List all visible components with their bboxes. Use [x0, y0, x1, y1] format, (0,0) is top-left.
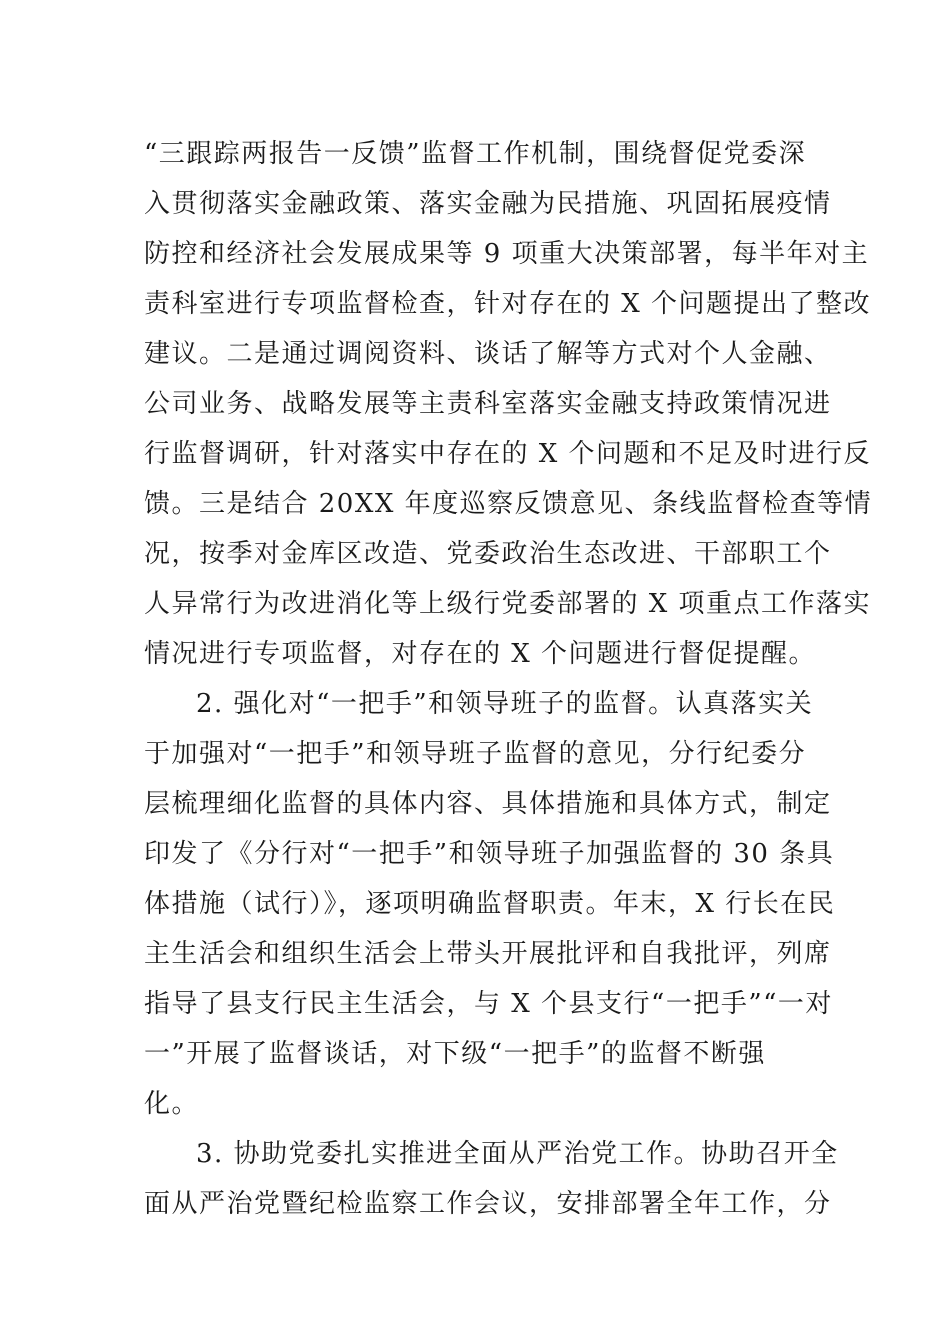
text-line-17: 主生活会和组织生活会上带头开展批评和自我批评，列席	[144, 939, 832, 969]
paragraph-3-heading-line: 3. 协助党委扎实推进全面从严治党工作。协助召开全	[196, 1139, 839, 1169]
text-line-6: 公司业务、战略发展等主责科室落实金融支持政策情况进	[144, 389, 832, 419]
text-line-9: 况，按季对金库区改造、党委政治生态改进、干部职工个	[144, 539, 832, 569]
text-line-7: 行监督调研，针对落实中存在的 X 个问题和不足及时进行反	[144, 439, 872, 469]
text-line-4: 责科室进行专项监督检查，针对存在的 X 个问题提出了整改	[144, 289, 872, 319]
text-line-13: 于加强对“一把手”和领导班子监督的意见，分行纪委分	[144, 739, 807, 769]
text-line-1: “三跟踪两报告一反馈”监督工作机制，围绕督促党委深	[144, 139, 807, 169]
paragraph-2-heading-line: 2. 强化对“一把手”和领导班子的监督。认真落实关	[196, 689, 814, 719]
text-line-16: 体措施（试行）》，逐项明确监督职责。年末，X 行长在民	[144, 889, 836, 919]
text-line-8: 馈。三是结合 20XX 年度巡察反馈意见、条线监督检查等情	[144, 489, 873, 519]
text-line-14: 层梳理细化监督的具体内容、具体措施和具体方式，制定	[144, 789, 832, 819]
text-line-22: 面从严治党暨纪检监察工作会议，安排部署全年工作，分	[144, 1189, 832, 1219]
text-line-10: 人异常行为改进消化等上级行党委部署的 X 项重点工作落实	[144, 589, 872, 619]
text-line-5: 建议。二是通过调阅资料、谈话了解等方式对个人金融、	[144, 339, 832, 369]
text-line-3: 防控和经济社会发展成果等 9 项重大决策部署，每半年对主	[144, 239, 870, 269]
text-line-20: 化。	[144, 1089, 200, 1119]
text-line-2: 入贯彻落实金融政策、落实金融为民措施、巩固拓展疫情	[144, 189, 832, 219]
text-line-11: 情况进行专项监督，对存在的 X 个问题进行督促提醒。	[144, 639, 817, 669]
text-line-19: 一”开展了监督谈话，对下级“一把手”的监督不断强	[144, 1039, 766, 1069]
text-line-18: 指导了县支行民主生活会，与 X 个县支行“一把手”“一对	[144, 989, 833, 1019]
text-line-15: 印发了《分行对“一把手”和领导班子加强监督的 30 条具	[144, 839, 835, 869]
